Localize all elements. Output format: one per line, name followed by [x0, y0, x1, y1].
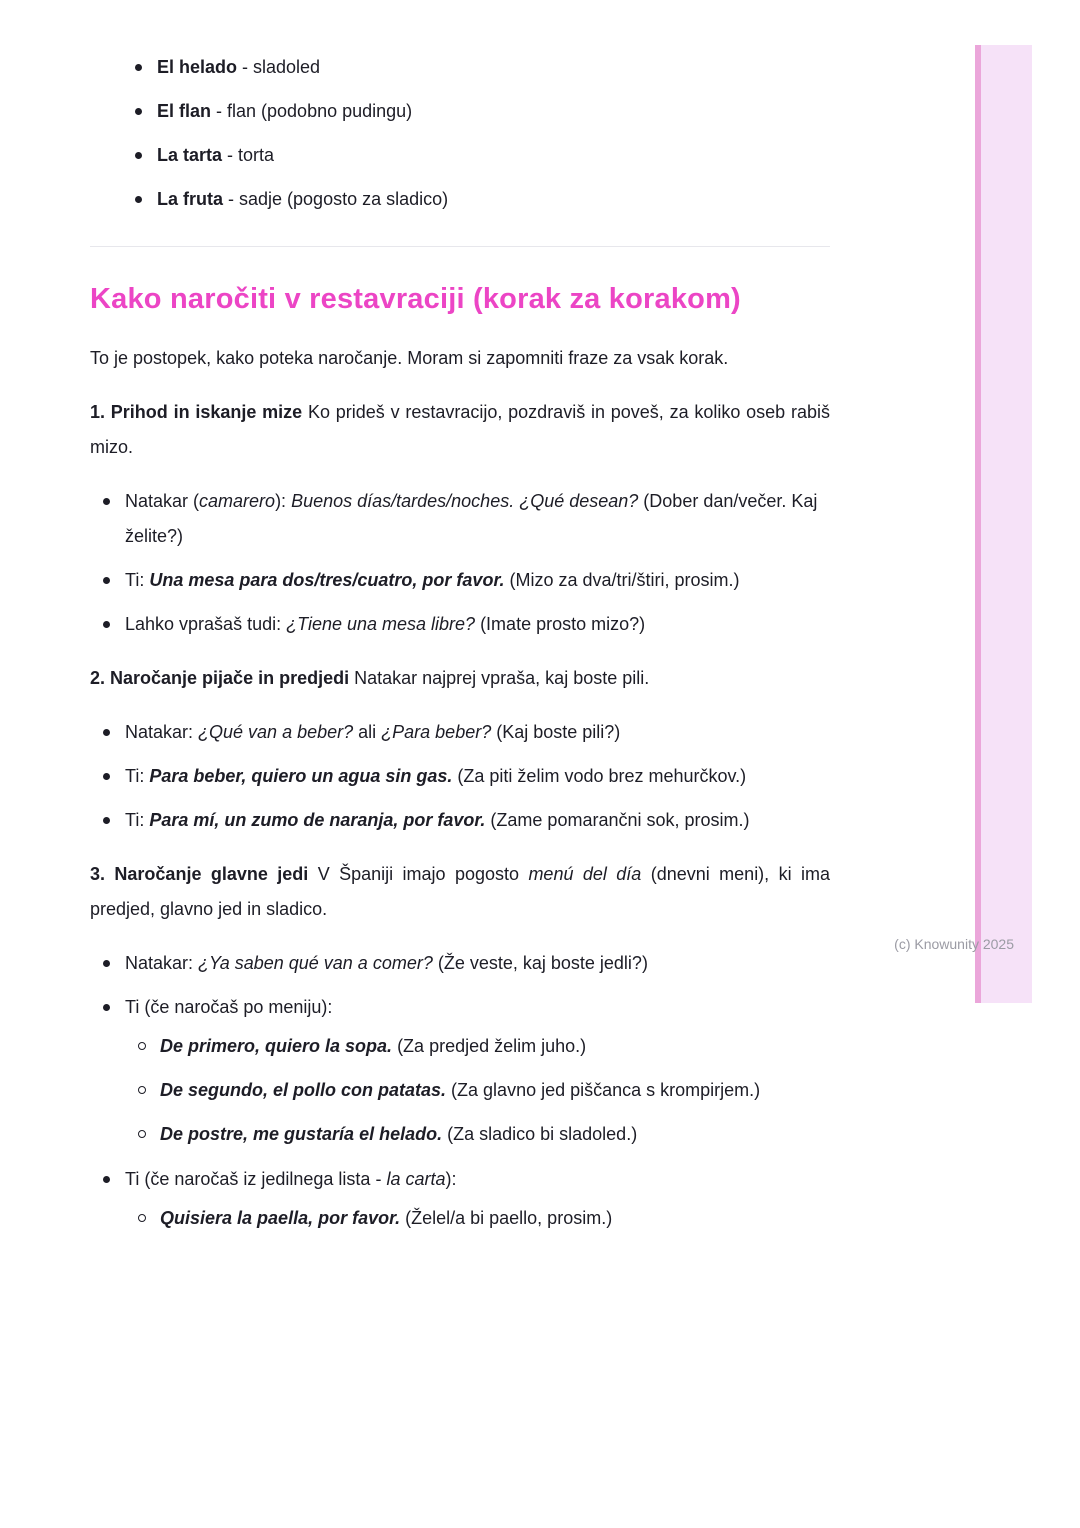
step-3-lead: 3. Naročanje glavne jedi V Španiji imajo pogosto menú del día (dnevni meni), ki ima predjed, glavno jed in sladico. — [90, 864, 830, 919]
list-item — [122, 94, 830, 129]
section-title: Kako naročiti v restavraciji (korak za korakom) — [90, 283, 741, 315]
list-item — [90, 715, 830, 750]
list-item-text: Natakar (camarero): Buenos días/tardes/noches. ¿Qué desean? (Dober dan/večer. Kaj želite?) — [125, 491, 818, 546]
list-item — [122, 182, 830, 217]
sub-list-item — [125, 1029, 830, 1064]
list-item-text: El flan - flan (podobno pudingu) — [157, 101, 413, 121]
list-item-text: Lahko vprašaš tudi: ¿Tiene una mesa libre? (Imate prosto mizo?) — [125, 614, 646, 634]
carta-sub-list — [125, 1201, 830, 1236]
list-item-text: Ti (če naročaš iz jedilnega lista - la carta): — [125, 1169, 457, 1189]
list-item-text: Quisiera la paella, por favor. (Želel/a bi paello, prosim.) — [160, 1208, 613, 1228]
list-item-text: Natakar: ¿Qué van a beber? ali ¿Para beber? (Kaj boste pili?) — [125, 722, 621, 742]
list-item — [90, 803, 830, 838]
list-item — [90, 990, 830, 1152]
step-2-lead: 2. Naročanje pijače in predjedi Natakar najprej vpraša, kaj boste pili. — [90, 668, 650, 688]
list-item-text: El helado - sladoled — [157, 57, 321, 77]
list-item — [90, 1162, 830, 1236]
sub-list-item — [125, 1201, 830, 1236]
sub-list-item — [125, 1117, 830, 1152]
dessert-list — [122, 50, 830, 217]
menu-sub-list — [125, 1029, 830, 1152]
note-content — [90, 0, 830, 1255]
list-item — [122, 50, 830, 85]
step-3-list — [90, 946, 830, 1236]
list-item-text: De primero, quiero la sopa. (Za predjed želim juho.) — [160, 1036, 587, 1056]
list-item-text: De postre, me gustaría el helado. (Za sladico bi sladoled.) — [160, 1124, 638, 1144]
list-item — [90, 484, 830, 554]
sub-list-item — [125, 1073, 830, 1108]
step-2-list — [90, 715, 830, 838]
list-item — [90, 759, 830, 794]
list-item-text: Ti: Para mí, un zumo de naranja, por favor. (Zame pomarančni sok, prosim.) — [125, 810, 750, 830]
list-item — [90, 563, 830, 598]
list-item — [90, 946, 830, 981]
intro-paragraph: To je postopek, kako poteka naročanje. Moram si zapomniti fraze za vsak korak. — [90, 348, 729, 368]
list-item-text: Ti: Para beber, quiero un agua sin gas. (Za piti želim vodo brez mehurčkov.) — [125, 766, 747, 786]
step-1-list — [90, 484, 830, 642]
list-item-text: La fruta - sadje (pogosto za sladico) — [157, 189, 449, 209]
list-item-text: Ti: Una mesa para dos/tres/cuatro, por favor. (Mizo za dva/tri/štiri, prosim.) — [125, 570, 740, 590]
list-item-text: La tarta - torta — [157, 145, 275, 165]
list-item-text: De segundo, el pollo con patatas. (Za glavno jed piščanca s krompirjem.) — [160, 1080, 761, 1100]
list-item-text: Natakar: ¿Ya saben qué van a comer? (Že veste, kaj boste jedli?) — [125, 953, 648, 973]
side-accent-bar — [975, 45, 1032, 1003]
step-1-lead: 1. Prihod in iskanje mize Ko prideš v restavracijo, pozdraviš in poveš, za koliko oseb rabiš mizo. — [90, 402, 830, 457]
list-item-text: Ti (če naročaš po meniju): — [125, 997, 333, 1017]
list-item — [122, 138, 830, 173]
copyright-text: (c) Knowunity 2025 — [894, 936, 1014, 952]
section-divider — [90, 246, 830, 247]
list-item — [90, 607, 830, 642]
